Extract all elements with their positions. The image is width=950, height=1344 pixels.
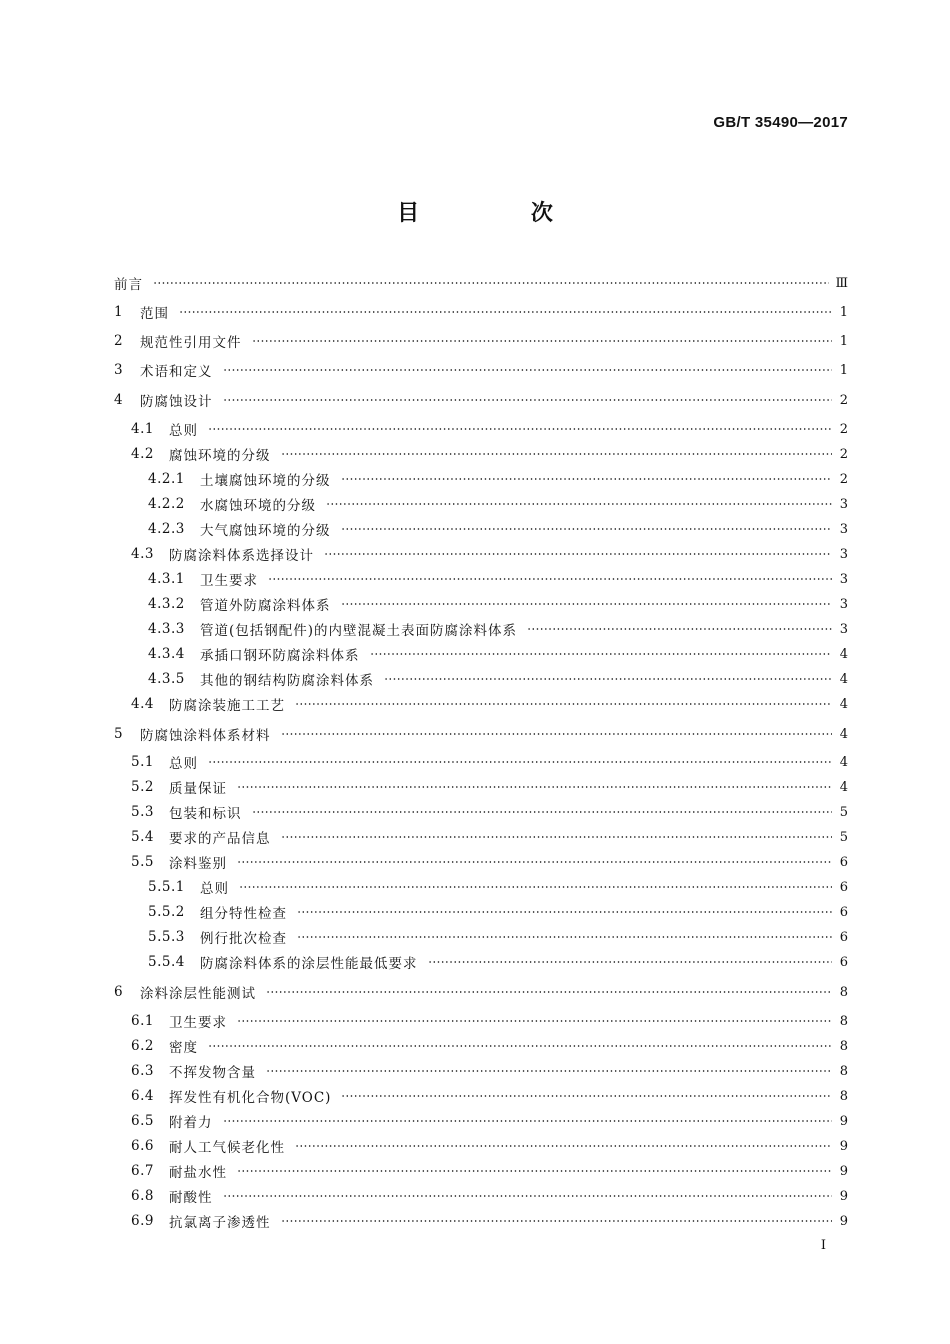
toc-entry[interactable]	[148, 669, 848, 689]
toc-entry[interactable]	[114, 982, 848, 1002]
toc-entry-number: 5.3	[131, 804, 154, 820]
toc-entry[interactable]	[148, 619, 848, 639]
toc-entry-title: 耐盐水性	[169, 1165, 227, 1181]
dot-leader	[370, 653, 833, 655]
toc-entry-number: 5.1	[131, 754, 154, 770]
toc-entry[interactable]	[131, 419, 848, 439]
toc-entry[interactable]	[148, 927, 848, 947]
toc-entry-number: 5.4	[131, 829, 154, 845]
dot-leader	[208, 1045, 832, 1047]
toc-entry-page: 1	[839, 304, 848, 320]
toc-entry-page: 1	[839, 362, 848, 378]
toc-entry-page: 2	[839, 446, 848, 462]
toc-entry-number: 4.3.2	[148, 596, 185, 612]
toc-entry-number: 4.4	[131, 696, 154, 712]
toc-entry-page: 9	[839, 1138, 848, 1154]
toc-entry-number: 4.2	[131, 446, 154, 462]
toc-entry-title: 腐蚀环境的分级	[169, 448, 271, 464]
toc-entry-page: 9	[839, 1213, 848, 1229]
toc-entry-number: 5.2	[131, 779, 154, 795]
toc-entry-page: 3	[839, 596, 848, 612]
toc-entry-page: 3	[839, 496, 848, 512]
toc-entry[interactable]	[131, 1061, 848, 1081]
toc-entry-page: 2	[839, 392, 848, 408]
toc-entry-number: 6.2	[131, 1038, 154, 1054]
toc-entry-title: 组分特性检查	[200, 906, 287, 922]
dot-leader	[223, 399, 833, 401]
toc-entry-page: 8	[839, 1013, 848, 1029]
dot-leader	[223, 369, 833, 371]
toc-entry-number: 6	[114, 984, 124, 1000]
toc-entry-title: 例行批次检查	[200, 931, 287, 947]
toc-entry[interactable]	[131, 827, 848, 847]
toc-entry-title: 管道外防腐涂料体系	[200, 598, 331, 614]
toc-entry[interactable]	[131, 694, 848, 714]
toc-entry-page: 9	[839, 1113, 848, 1129]
footer-page-number: I	[820, 1238, 826, 1253]
toc-entry-title: 范围	[140, 306, 169, 322]
toc-entry-page: 5	[839, 804, 848, 820]
toc-entry[interactable]	[131, 1161, 848, 1181]
dot-leader	[266, 991, 832, 993]
toc-entry-page: 4	[839, 779, 848, 795]
toc-entry[interactable]	[131, 1086, 848, 1106]
toc-entry-page: 2	[839, 421, 848, 437]
dot-leader	[223, 1120, 833, 1122]
toc-entry-title: 挥发性有机化合物(VOC)	[169, 1090, 332, 1106]
dot-leader	[341, 528, 833, 530]
toc-entry-page: 3	[839, 521, 848, 537]
toc-entry-title: 总则	[169, 423, 198, 439]
toc-entry-page: 6	[839, 954, 848, 970]
dot-leader	[295, 1145, 832, 1147]
toc-entry-page: 4	[839, 726, 848, 742]
dot-leader	[208, 761, 832, 763]
toc-entry[interactable]	[148, 519, 848, 539]
toc-entry-number: 4.3.4	[148, 646, 185, 662]
dot-leader	[281, 453, 833, 455]
toc-entry-title: 防腐蚀设计	[140, 394, 213, 410]
toc-entry-number: 6.9	[131, 1213, 154, 1229]
dot-leader	[341, 478, 833, 480]
toc-entry-page: 1	[839, 333, 848, 349]
toc-entry-page: 6	[839, 879, 848, 895]
dot-leader	[237, 861, 832, 863]
toc-entry-page: Ⅲ	[835, 275, 848, 291]
dot-leader	[297, 911, 832, 913]
toc-entry-title: 耐酸性	[169, 1190, 213, 1206]
toc-entry-title: 承插口钢环防腐涂料体系	[200, 648, 360, 664]
dot-leader	[281, 836, 833, 838]
toc-entry-page: 3	[839, 546, 848, 562]
toc-entry-number: 6.3	[131, 1063, 154, 1079]
toc-entry[interactable]	[131, 544, 848, 564]
toc-entry-title: 涂料涂层性能测试	[140, 986, 256, 1002]
dot-leader	[153, 282, 829, 284]
toc-entry[interactable]	[148, 877, 848, 897]
toc-entry-number: 5.5.4	[148, 954, 185, 970]
toc-entry-title: 抗氯离子渗透性	[169, 1215, 271, 1231]
toc-entry-number: 2	[114, 333, 124, 349]
toc-entry-page: 3	[839, 571, 848, 587]
toc-entry-number: 4.2.3	[148, 521, 185, 537]
toc-entry-number: 4.2.1	[148, 471, 185, 487]
toc-entry[interactable]	[131, 852, 848, 872]
toc-entry-title: 卫生要求	[200, 573, 258, 589]
dot-leader	[341, 1095, 832, 1097]
toc-entry-title: 耐人工气候老化性	[169, 1140, 285, 1156]
toc-entry-title: 卫生要求	[169, 1015, 227, 1031]
toc-entry-page: 6	[839, 929, 848, 945]
toc-entry-title: 总则	[200, 881, 229, 897]
toc-entry-title: 要求的产品信息	[169, 831, 271, 847]
toc-entry[interactable]	[148, 494, 848, 514]
toc-entry[interactable]	[114, 273, 848, 293]
toc-entry[interactable]	[131, 444, 848, 464]
toc-entry-page: 4	[839, 754, 848, 770]
toc-entry-title: 涂料鉴别	[169, 856, 227, 872]
toc-entry-number: 5.5	[131, 854, 154, 870]
toc-entry-title: 防腐涂料体系的涂层性能最低要求	[200, 956, 418, 972]
toc-entry-page: 4	[839, 671, 848, 687]
toc-entry-title: 土壤腐蚀环境的分级	[200, 473, 331, 489]
toc-entry-page: 2	[839, 471, 848, 487]
standard-code: GB/T 35490—2017	[713, 114, 848, 131]
toc-title: 目 次	[397, 201, 605, 226]
dot-leader	[252, 340, 833, 342]
toc-entry[interactable]	[131, 752, 848, 772]
dot-leader	[266, 1070, 832, 1072]
dot-leader	[428, 961, 833, 963]
toc-entry[interactable]	[131, 802, 848, 822]
dot-leader	[237, 1020, 832, 1022]
toc-entry[interactable]	[114, 302, 848, 322]
toc-entry-page: 6	[839, 904, 848, 920]
dot-leader	[295, 703, 832, 705]
dot-leader	[179, 311, 832, 313]
toc-entry-title: 防腐涂料体系选择设计	[169, 548, 314, 564]
toc-entry[interactable]	[148, 594, 848, 614]
dot-leader	[341, 603, 833, 605]
toc-entry-page: 4	[839, 646, 848, 662]
dot-leader	[237, 1170, 832, 1172]
toc-entry-title: 不挥发物含量	[169, 1065, 256, 1081]
dot-leader	[326, 503, 832, 505]
toc-entry[interactable]	[114, 331, 848, 351]
toc-entry-number: 4.1	[131, 421, 154, 437]
toc-entry-number: 1	[114, 304, 124, 320]
toc-entry-number: 6.7	[131, 1163, 154, 1179]
dot-leader	[324, 553, 832, 555]
toc-entry-title: 前言	[114, 277, 143, 293]
toc-entry-page: 3	[839, 621, 848, 637]
toc-entry-page: 6	[839, 854, 848, 870]
toc-entry[interactable]	[148, 469, 848, 489]
toc-entry[interactable]	[148, 569, 848, 589]
toc-entry-number: 4.3.1	[148, 571, 185, 587]
toc-entry[interactable]	[131, 1111, 848, 1131]
toc-entry-number: 5.5.3	[148, 929, 185, 945]
toc-entry-number: 5.5.2	[148, 904, 185, 920]
toc-entry-number: 5	[114, 726, 124, 742]
toc-entry-page: 8	[839, 984, 848, 1000]
toc-entry[interactable]	[114, 724, 848, 744]
dot-leader	[281, 1220, 833, 1222]
dot-leader	[268, 578, 832, 580]
toc-entry-page: 8	[839, 1088, 848, 1104]
dot-leader	[223, 1195, 833, 1197]
toc-entry-title: 规范性引用文件	[140, 335, 242, 351]
toc-entry[interactable]	[131, 777, 848, 797]
toc-entry[interactable]	[131, 1211, 848, 1231]
toc-entry[interactable]	[148, 902, 848, 922]
toc-entry-number: 6.6	[131, 1138, 154, 1154]
toc-entry-title: 术语和定义	[140, 364, 213, 380]
dot-leader	[527, 628, 832, 630]
toc-entry-title: 总则	[169, 756, 198, 772]
toc-entry-page: 8	[839, 1063, 848, 1079]
toc-entry-number: 6.5	[131, 1113, 154, 1129]
toc-entry[interactable]	[114, 360, 848, 380]
toc-entry-title: 质量保证	[169, 781, 227, 797]
toc-entry[interactable]	[148, 644, 848, 664]
toc-entry-page: 9	[839, 1163, 848, 1179]
dot-leader	[281, 733, 833, 735]
toc-entry-title: 管道(包括钢配件)的内壁混凝土表面防腐涂料体系	[200, 623, 518, 639]
toc-entry-page: 8	[839, 1038, 848, 1054]
toc-entry-title: 包装和标识	[169, 806, 242, 822]
toc-entry-page: 9	[839, 1188, 848, 1204]
toc-entry[interactable]	[131, 1036, 848, 1056]
toc-entry-number: 4.3	[131, 546, 154, 562]
toc-entry-number: 4.3.5	[148, 671, 185, 687]
toc-entry-title: 防腐蚀涂料体系材料	[140, 728, 271, 744]
toc-entry-title: 防腐涂装施工工艺	[169, 698, 285, 714]
toc-entry-title: 大气腐蚀环境的分级	[200, 523, 331, 539]
toc-entry-number: 6.4	[131, 1088, 154, 1104]
toc-entry[interactable]	[148, 952, 848, 972]
toc-entry-number: 4	[114, 392, 124, 408]
toc-entry-page: 5	[839, 829, 848, 845]
toc-entry[interactable]	[131, 1136, 848, 1156]
toc-entry-number: 5.5.1	[148, 879, 185, 895]
dot-leader	[237, 786, 832, 788]
dot-leader	[384, 678, 832, 680]
toc-entry-number: 4.2.2	[148, 496, 185, 512]
toc-entry[interactable]	[131, 1011, 848, 1031]
dot-leader	[208, 428, 832, 430]
dot-leader	[252, 811, 833, 813]
toc-entry-number: 6.1	[131, 1013, 154, 1029]
toc-entry-number: 6.8	[131, 1188, 154, 1204]
toc-entry-page: 4	[839, 696, 848, 712]
toc-entry-number: 4.3.3	[148, 621, 185, 637]
toc-entry-title: 水腐蚀环境的分级	[200, 498, 316, 514]
toc-entry[interactable]	[114, 390, 848, 410]
dot-leader	[239, 886, 832, 888]
toc-entry-title: 密度	[169, 1040, 198, 1056]
toc-entry[interactable]	[131, 1186, 848, 1206]
toc-entry-number: 3	[114, 362, 124, 378]
dot-leader	[297, 936, 832, 938]
toc-entry-title: 附着力	[169, 1115, 213, 1131]
toc-entry-title: 其他的钢结构防腐涂料体系	[200, 673, 374, 689]
